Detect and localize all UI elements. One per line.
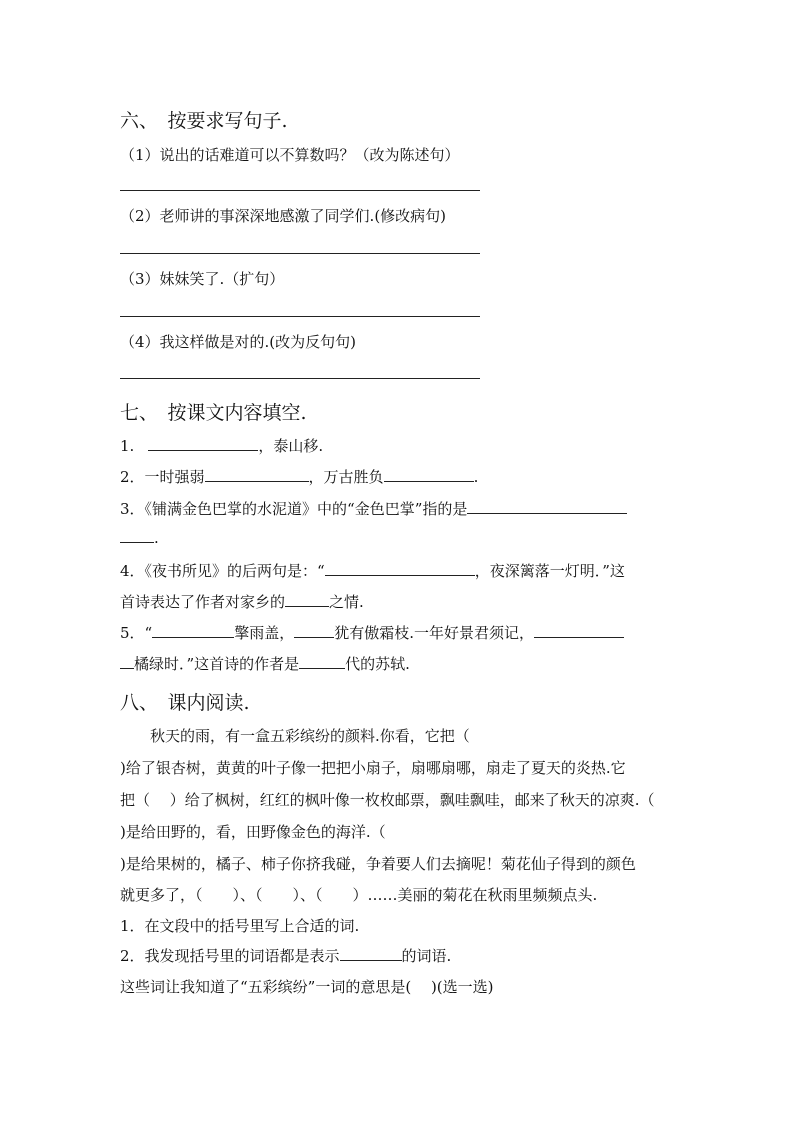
reading-paragraph-line-5: )是给果树的，橘子、柿子你挤我碰，争着要人们去摘呢！菊花仙子得到的颜色 [120, 855, 636, 873]
fill-question-7-3 [120, 498, 627, 519]
q7-4-mid: ，夜深篱落一灯明．”这 [474, 562, 625, 580]
q7-1-number: 1. [120, 437, 135, 455]
q7-2-end: . [473, 468, 479, 486]
fill-question-7-5 [120, 622, 624, 643]
question-6-1: （1）说出的话难道可以不算数吗？（改为陈述句） [120, 146, 460, 164]
section-8-title: 八、 课内阅读. [120, 692, 250, 714]
blank-7-3b[interactable] [120, 528, 154, 543]
reading-question-3: 这些词让我知道了“五彩缤纷”一词的意思是( )(选一选) [120, 978, 494, 996]
rq2-start: 2．我发现括号里的词语都是表示 [120, 947, 340, 965]
blank-7-5e[interactable] [299, 654, 345, 669]
answer-line-6-1[interactable] [120, 190, 480, 191]
blank-7-5c[interactable] [534, 623, 624, 638]
q7-5-line2b: 代的苏轼. [345, 655, 410, 673]
q7-3-end: . [154, 529, 159, 547]
fill-question-7-5-cont [120, 653, 410, 674]
rq2-end: 的词语. [401, 947, 452, 965]
q7-5-a: 擎雨盖， [234, 624, 295, 642]
fill-question-7-1 [120, 435, 323, 456]
q7-4-line2a: 首诗表达了作者对家乡的 [120, 593, 286, 611]
fill-question-7-2 [120, 466, 478, 487]
reading-paragraph-line-1: 秋天的雨，有一盒五彩缤纷的颜料.你看，它把（ [150, 727, 470, 745]
reading-question-2 [120, 945, 451, 966]
reading-paragraph-line-4: )是给田野的，看，田野像金色的海洋.（ [120, 823, 386, 841]
reading-paragraph-line-6: 就更多了，（ ）、（ ）、（ ）……美丽的菊花在秋雨里频频点头. [120, 886, 598, 904]
q7-3-text: 3．《铺满金色巴掌的水泥道》中的“金色巴掌”指的是 [120, 500, 468, 518]
answer-line-6-4[interactable] [120, 378, 480, 379]
blank-7-5d[interactable] [120, 654, 134, 669]
q7-5-start: 5．“ [120, 624, 153, 642]
blank-7-1[interactable] [148, 436, 258, 451]
q7-4-start: 4．《夜书所见》的后两句是：“ [120, 562, 325, 580]
blank-7-3a[interactable] [467, 499, 627, 514]
blank-7-5a[interactable] [152, 623, 234, 638]
blank-7-4a[interactable] [325, 561, 475, 576]
reading-paragraph-line-2: )给了银杏树，黄黄的叶子像一把把小扇子，扇哪扇哪，扇走了夏天的炎热.它 [120, 759, 626, 777]
question-6-2: （2）老师讲的事深深地感激了同学们.(修改病句) [120, 207, 447, 225]
question-6-3: （3）妹妹笑了.（扩句） [120, 270, 285, 288]
answer-line-6-3[interactable] [120, 316, 480, 317]
blank-7-2a[interactable] [205, 467, 309, 482]
section-7-title: 七、 按课文内容填空. [120, 402, 307, 424]
q7-5-line2a: 橘绿时．”这首诗的作者是 [134, 655, 300, 673]
fill-question-7-3-cont [120, 528, 159, 547]
q7-2-start: 2．一时强弱 [120, 468, 205, 486]
fill-question-7-4 [120, 560, 625, 581]
reading-paragraph-line-3: 把（ ）给了枫树，红红的枫叶像一枚枚邮票，飘哇飘哇，邮来了秋天的凉爽.（ [120, 791, 655, 809]
blank-8-2[interactable] [340, 946, 402, 961]
q7-1-text: ，泰山移. [258, 437, 324, 455]
reading-question-1: 1．在文段中的括号里写上合适的词. [120, 917, 360, 935]
blank-7-2b[interactable] [384, 467, 474, 482]
section-6-title: 六、 按要求写句子. [120, 110, 288, 132]
answer-line-6-2[interactable] [120, 253, 480, 254]
q7-5-b: 犹有傲霜枝.一年好景君须记， [334, 624, 535, 642]
fill-question-7-4-cont [120, 591, 364, 612]
blank-7-5b[interactable] [294, 623, 334, 638]
q7-4-line2b: 之情. [329, 593, 364, 611]
blank-7-4b[interactable] [285, 592, 329, 607]
question-6-4: （4）我这样做是对的.(改为反句句) [120, 333, 357, 351]
q7-2-middle: ，万古胜负 [308, 468, 384, 486]
